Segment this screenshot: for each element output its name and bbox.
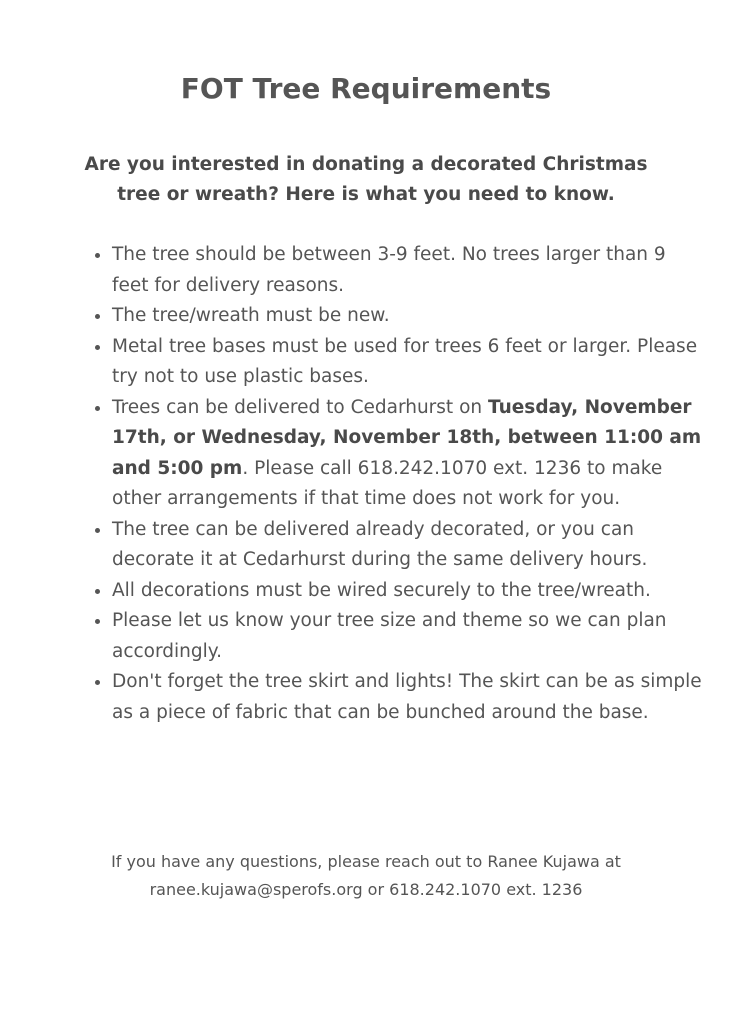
requirement-text: Trees can be delivered to Cedarhurst on xyxy=(112,396,488,418)
requirement-item: • Please let us know your tree size and theme so we can plan accordingly. xyxy=(112,606,702,667)
requirement-item: • All decorations must be wired securely to the tree/wreath. xyxy=(112,576,702,607)
intro-question: Are you interested in donating a decorated Christmas tree or wreath? Here is what you need to know. xyxy=(84,154,648,205)
requirement-item: • The tree/wreath must be new. xyxy=(112,301,702,332)
contact-line: If you have any questions, please reach out to Ranee Kujawa at xyxy=(111,852,621,871)
requirement-item: • Metal tree bases must be used for trees 6 feet or larger. Please try not to use plastic bases. xyxy=(112,332,702,393)
contact-footer xyxy=(40,848,692,904)
page-title: FOT Tree Requirements xyxy=(180,72,552,105)
contact-details: ranee.kujawa@sperofs.org or 618.242.1070 ext. 1236 xyxy=(149,880,583,899)
requirement-item: • Don't forget the tree skirt and lights! The skirt can be as simple as a piece of fabric that can be bunched around the base. xyxy=(112,667,702,728)
requirement-item: • The tree can be delivered already decorated, or you can decorate it at Cedarhurst during the same delivery hours. xyxy=(112,515,702,576)
requirement-item: • The tree should be between 3-9 feet. No trees larger than 9 feet for delivery reasons. xyxy=(112,240,702,301)
requirements-list xyxy=(84,240,702,728)
requirement-item xyxy=(112,393,702,515)
requirement-text: . Please call 618.242.1070 ext. 1236 to make other arrangements if that time does not work for you. xyxy=(112,457,663,509)
delivery-dates: Tuesday, November 17th, or Wednesday, November 18th, between 11:00 am and 5:00 pm xyxy=(112,396,702,479)
